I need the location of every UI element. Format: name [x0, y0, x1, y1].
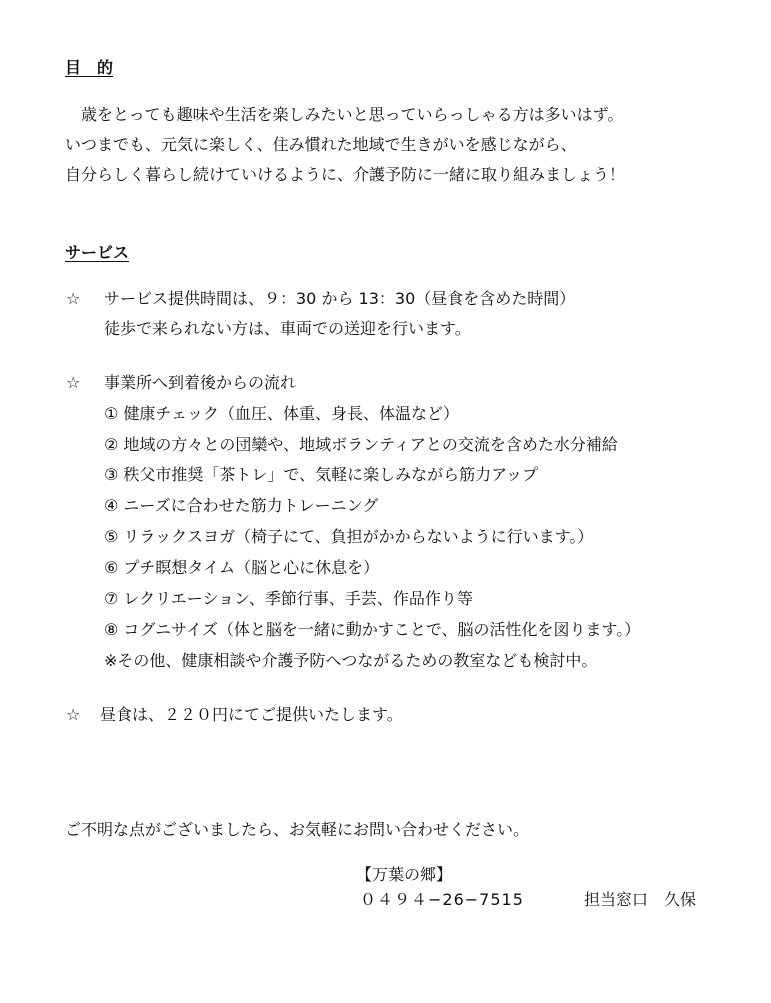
flow-note: ※その他、健康相談や介護予防へつながるための教室なども検討中。 — [104, 651, 598, 670]
flow-item-2: ② 地域の方々との団欒や、地域ボランティアとの交流を含めた水分補給 — [104, 435, 618, 454]
service-heading: サービス — [65, 243, 130, 262]
flow-item-6: ⑥ プチ瞑想タイム（脳と心に休息を） — [104, 558, 380, 577]
star-bullet-hours: ☆ — [66, 289, 81, 308]
flow-item-5: ⑤ リラックスヨガ（椅子にて、負担がかからないように行います。） — [104, 527, 594, 546]
transport-line: 徒歩で来られない方は、車両での送迎を行います。 — [104, 319, 471, 338]
purpose-line-2: いつまでも、元気に楽しく、住み慣れた地域で生きがいを感じながら、 — [65, 135, 577, 154]
flow-item-7: ⑦ レクリエーション、季節行事、手芸、作品作り等 — [104, 589, 473, 608]
service-hours-line: サービス提供時間は、９：30 から 13：30（昼食を含めた時間） — [104, 289, 576, 308]
flow-item-1: ① 健康チェック（血圧、体重、身長、体温など） — [104, 404, 459, 423]
flow-title: 事業所へ到着後からの流れ — [104, 373, 297, 392]
contact-name: 【万葉の郷】 — [356, 865, 453, 884]
flow-item-4: ④ ニーズに合わせた筋力トレーニング — [104, 496, 379, 515]
contact-person: 担当窓口 久保 — [584, 890, 697, 909]
lunch-line: 昼食は、２２０円にてご提供いたします。 — [100, 705, 403, 724]
flow-item-8: ⑧ コグニサイズ（体と脳を一緒に動かすことで、脳の活性化を図ります。） — [104, 620, 641, 639]
inquiry-line: ご不明な点がございましたら、お気軽にお問い合わせください。 — [65, 820, 530, 839]
purpose-heading: 目 的 — [65, 58, 114, 77]
purpose-line-1: 歳をとっても趣味や生活を楽しみたいと思っていらっしゃる方は多いはず。 — [65, 105, 624, 124]
contact-phone: ０４９４−26−7515 — [360, 890, 524, 909]
purpose-line-3: 自分らしく暮らし続けていけるように、介護予防に一緒に取り組みましょう！ — [65, 165, 626, 184]
star-bullet-flow: ☆ — [66, 373, 81, 392]
flow-item-3: ③ 秩父市推奨「茶トレ」で、気軽に楽しみながら筋力アップ — [104, 465, 538, 484]
star-bullet-lunch: ☆ — [66, 705, 81, 724]
